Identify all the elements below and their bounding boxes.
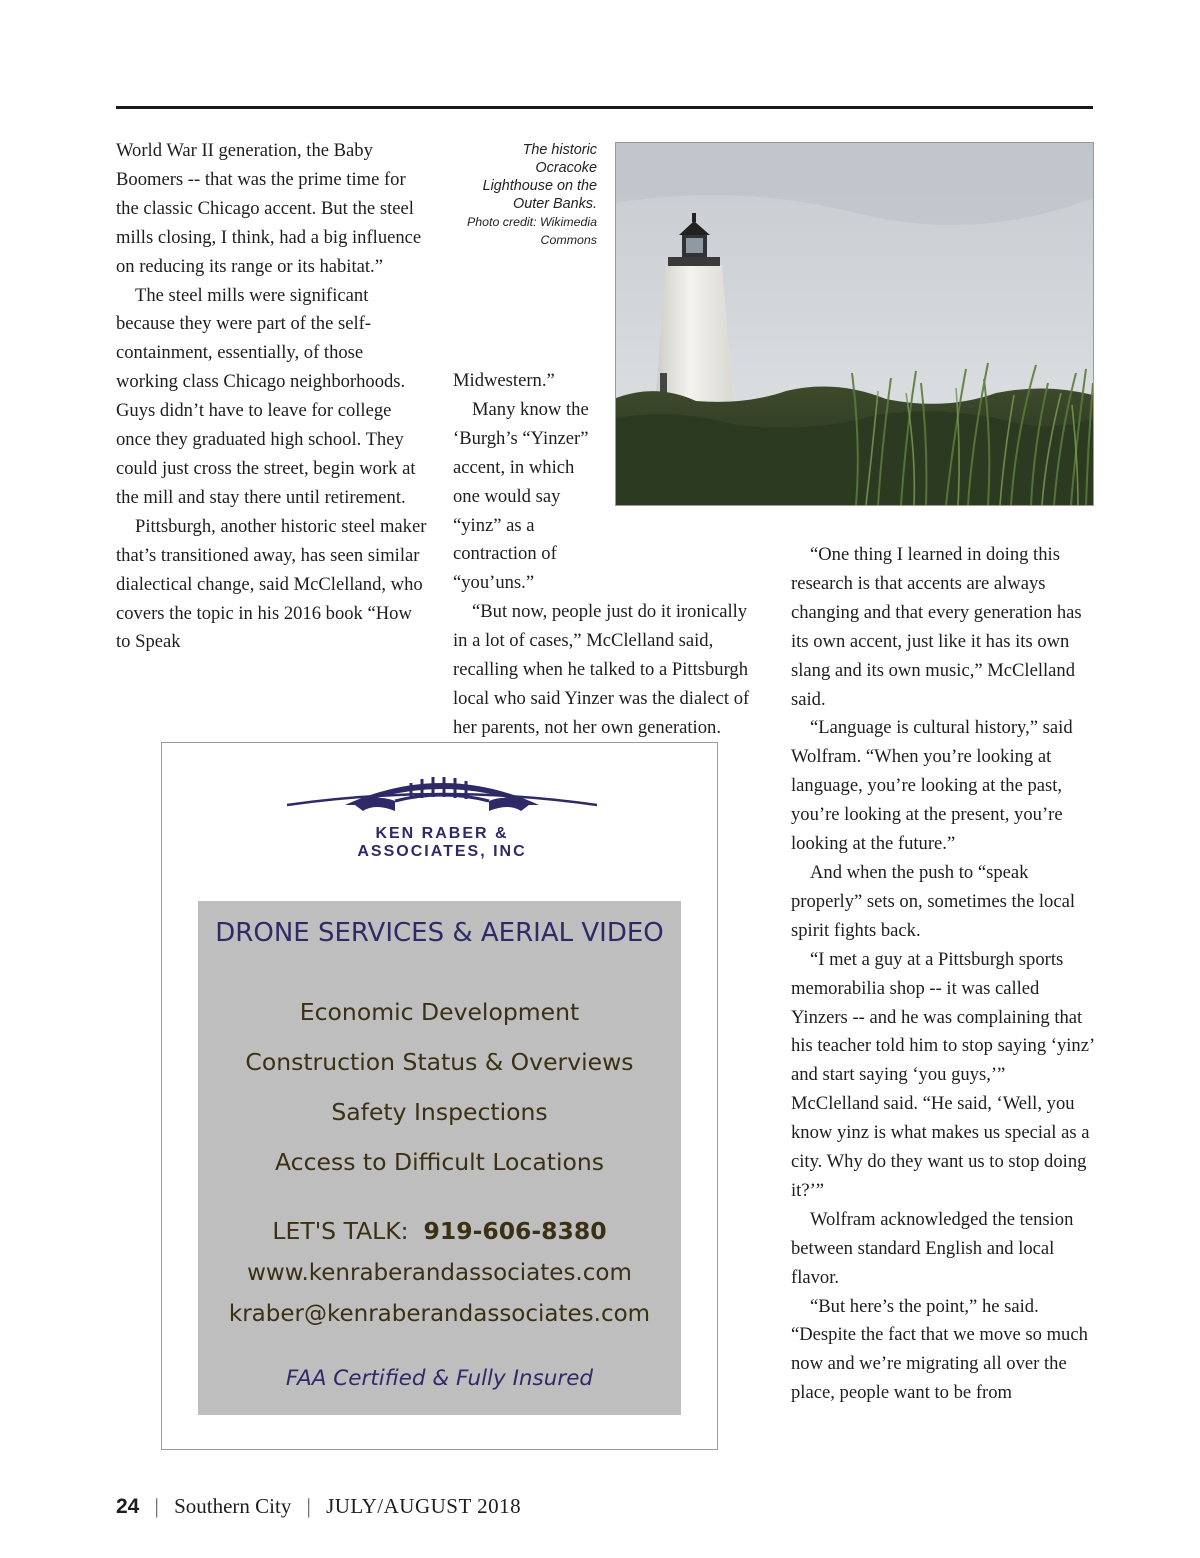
caption-line: Ocracoke: [535, 160, 597, 176]
service-item: Access to Difficult Locations: [275, 1148, 604, 1176]
service-item: Safety Inspections: [331, 1098, 548, 1126]
top-rule: [116, 106, 1093, 109]
footer-separator: |: [306, 1494, 311, 1518]
paragraph: “But here’s the point,” he said. “Despite the fact that we move so much now and we’re migrating all over the place, people want to be from: [791, 1295, 1088, 1404]
ad-tagline: FAA Certified & Fully Insured: [285, 1366, 594, 1391]
paragraph: World War II generation, the Baby Boomers -- that was the prime time for the classic Chicago accent. But the steel mills closing, I think, had a big influence on reducing its range or its habitat.”: [116, 140, 422, 277]
service-item: Construction Status & Overviews: [245, 1048, 634, 1076]
paragraph: “But now, people just do it ironically in a lot of cases,” McClelland said, recalling when he talked to a Pittsburgh local who said Yinzer was the dialect of her parents, not her own generation.: [453, 601, 750, 738]
paragraph: “Language is cultural history,” said Wolfram. “When you’re looking at language, you’re looking at the past, you’re looking at the present, you’re looking at the future.”: [791, 717, 1073, 855]
footer-separator: |: [154, 1494, 159, 1518]
ad-headline: DRONE SERVICES & AERIAL VIDEO: [215, 918, 664, 948]
issue-date: JULY/AUGUST 2018: [326, 1494, 522, 1518]
service-item: Economic Development: [299, 998, 580, 1026]
talk-label: LET'S TALK:: [272, 1217, 409, 1245]
contact-phone-line: [198, 1217, 681, 1245]
phone-number[interactable]: 919-606-8380: [423, 1217, 607, 1245]
paragraph: “One thing I learned in doing this research is that accents are always changing and that every generation has its own accent, just like it has its own slang and its own music,” McClelland said.: [791, 544, 1082, 710]
caption-line: The historic: [522, 142, 597, 158]
caption-line: Lighthouse on the: [482, 178, 597, 194]
paragraph: Pittsburgh, another historic steel maker that’s transitioned away, has seen similar dialectical change, said McClelland, who covers the topic in his 2016 book “How to Speak: [116, 515, 427, 653]
paragraph: “I met a guy at a Pittsburgh sports memorabilia shop -- it was called Yinzers -- and he was complaining that his teacher told him to stop saying ‘yinz’ and start saying ‘you guys,’” McClelland said. “He said, ‘Well, you know yinz is what makes us special as a city. Why do they want us to stop doing it?’”: [791, 948, 1094, 1201]
article-column-3: [791, 541, 1096, 1408]
paragraph: The steel mills were significant because they were part of the self-containment, essentially, of those working class Chicago neighborhoods. Guys didn’t have to leave for college once they graduated high school. They could just cross the street, begin work at the mill and stay there until retirement.: [116, 284, 416, 508]
article-column-1: [116, 137, 428, 657]
photo-caption: [440, 141, 597, 249]
publication-name: Southern City: [174, 1494, 292, 1518]
advertisement: [161, 742, 718, 1450]
photo-credit-line: Commons: [540, 233, 597, 247]
company-name-line: KEN RABER &: [375, 825, 509, 842]
paragraph: And when the push to “speak properly” sets on, sometimes the local spirit fights back.: [791, 861, 1075, 941]
website-link[interactable]: www.kenraberandassociates.com: [247, 1260, 632, 1286]
paragraph: Many know the ‘Burgh’s “Yinzer” accent, in which one would say “yinz” as a contraction of “you’uns.”: [453, 398, 589, 594]
page-number: 24: [116, 1495, 140, 1518]
bridge-logo-icon: [285, 771, 599, 821]
caption-line: Outer Banks.: [513, 196, 597, 212]
article-column-2: [453, 367, 763, 743]
photo-credit-line: Photo credit: Wikimedia: [466, 215, 597, 229]
paragraph: Wolfram acknowledged the tension between standard English and local flavor.: [791, 1208, 1074, 1288]
company-name: [162, 825, 722, 861]
email-link[interactable]: kraber@kenraberandassociates.com: [228, 1301, 651, 1327]
ad-panel: [198, 901, 681, 1415]
paragraph: Midwestern.”: [453, 370, 555, 391]
company-name-line: ASSOCIATES, INC: [357, 843, 527, 860]
page-footer: [116, 1494, 521, 1519]
